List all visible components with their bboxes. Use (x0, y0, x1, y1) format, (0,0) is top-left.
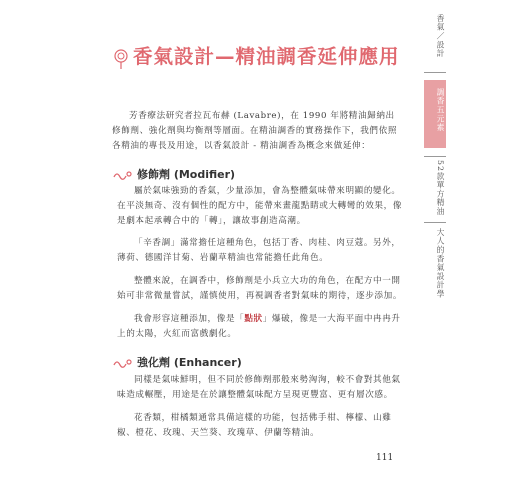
text-fragment: 」爆破，像是一大海平面中冉冉升上的太陽，火紅而富戲劇化。 (117, 314, 401, 339)
sidebar-divider (424, 156, 446, 157)
book-page: 香氣設計—精油調香延伸應用 芳香療法研究者拉瓦布赫 (Lavabre)，在 1990 年將精油歸納出修飾劑、強化劑與均衡劑等層面。在精油調香的實務操作下，我們依照各精油的專長及用途，以香氣設計 - 精油調香為概念來做延伸： 修飾劑 (Modifier) 屬於氣味強勁的香氣，少量添加，會為整體氣味帶來明顯的變化。在平淡無奇、沒有個性的配方中，能帶來畫龍點睛或大轉彎的效果，像是劇本起承轉合中的「轉」，讓故事創造高潮。 「辛香調」滿常擔任這種角色，包括丁香、肉桂、肉豆蔻。另外，薄荷、德國洋甘菊、岩蘭草精油也常能擔任此角色。 整體來說，在調香中，修飾劑是小兵立大功的角色，在配方中一開始可非常微量嘗試，謹慎使用，再視調香者對氣味的期待，逐步添加。 我會形容這種添加，像是「點狀」爆破，像是一大海平面中冉冉升上的太陽，火紅而富戲劇化。 強化劑 (Enhancer) 同樣是氣味鮮明，但不同於修飾劑那般來勢洶洶，較不會對其他氣味造成輾壓，用途是在於讓整體氣味配方呈現更豐富、更有層次感。 花香類，柑橘類通常具備這樣的功能，包括佛手柑、檸檬、山雞椒、橙花、玫瑰、天竺葵、玫瑰草、伊蘭等精油。 111 香氣／設計 調香五元素 52款單方精油 大人的香氣設計學 (0, 0, 520, 500)
sidebar-item-five-elements[interactable]: 調香五元素 (436, 88, 445, 132)
swirl-icon (112, 169, 132, 181)
sidebar-divider (424, 72, 446, 73)
chapter-sidebar (424, 0, 446, 500)
text-fragment: 我會形容這種添加，像是「 (134, 314, 245, 324)
modifier-paragraph-2: 「辛香調」滿常擔任這種角色，包括丁香、肉桂、肉豆蔻。另外，薄荷、德國洋甘菊、岩蘭草精油也常能擔任此角色。 (117, 238, 401, 263)
page-title: 香氣設計—精油調香延伸應用 (133, 45, 400, 68)
enhancer-paragraph-1: 同樣是氣味鮮明，但不同於修飾劑那般來勢洶洶，較不會對其他氣味造成輾壓，用途是在於讓整體氣味配方呈現更豐富、更有層次感。 (117, 375, 401, 400)
enhancer-paragraph-2: 花香類，柑橘類通常具備這樣的功能，包括佛手柑、檸檬、山雞椒、橙花、玫瑰、天竺葵、玫瑰草、伊蘭等精油。 (117, 413, 392, 438)
modifier-paragraph-4 (117, 312, 403, 342)
sidebar-item-active-bg (424, 80, 446, 148)
page-number: 111 (376, 453, 394, 463)
intro-paragraph: 芳香療法研究者拉瓦布赫 (Lavabre)，在 1990 年將精油歸納出修飾劑、強化劑與均衡劑等層面。在精油調香的實務操作下，我們依照各精油的專長及用途，以香氣設計 - 精油調香為概念來做延伸： (112, 111, 398, 151)
sidebar-item-design[interactable]: 香氣／設計 (436, 14, 445, 58)
title-block (112, 44, 402, 72)
modifier-paragraph-1: 屬於氣味強勁的香氣，少量添加，會為整體氣味帶來明顯的變化。在平淡無奇、沒有個性的配方中，能帶來畫龍點睛或大轉彎的效果，像是劇本起承轉合中的「轉」，讓故事創造高潮。 (117, 186, 403, 226)
swirl-icon (112, 357, 132, 369)
modifier-paragraph-3: 整體來說，在調香中，修飾劑是小兵立大功的角色，在配方中一開始可非常微量嘗試，謹慎使用，再視調香者對氣味的期待，逐步添加。 (117, 276, 403, 301)
sidebar-item-52-oils[interactable]: 52款單方精油 (436, 160, 445, 216)
sidebar-item-adult-design[interactable]: 大人的香氣設計學 (436, 228, 445, 299)
highlighted-term: 點狀 (244, 314, 263, 324)
sidebar-divider (424, 222, 446, 223)
flower-icon (112, 49, 130, 69)
